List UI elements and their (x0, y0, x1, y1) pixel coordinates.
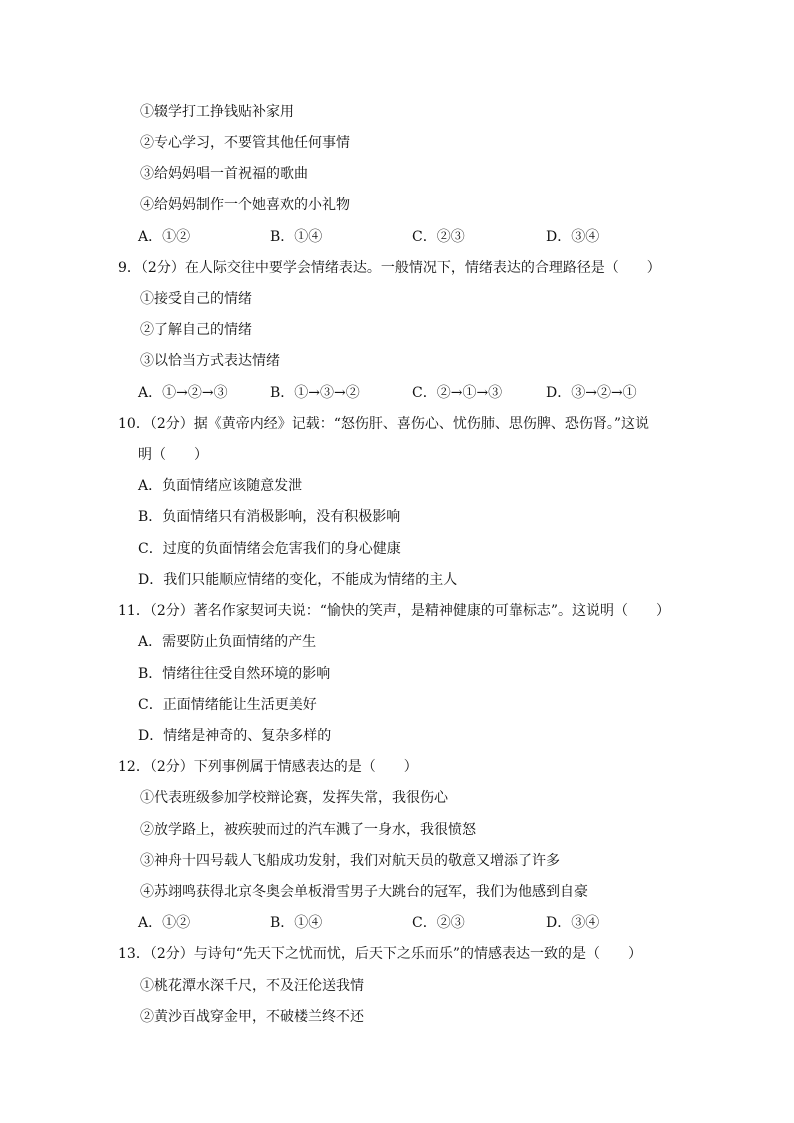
q8-option-b: B．①④ (270, 229, 323, 245)
q10-option-b: B．负面情绪只有消极影响，没有积极影响 (138, 509, 401, 525)
q12-stem: 12．（2分）下列事例属于情感表达的是（ ） (118, 759, 418, 775)
q9-option-d: D．③→②→① (546, 385, 637, 401)
q10-option-a: A．负面情绪应该随意发泄 (138, 478, 303, 494)
q12-item-2: ②放学路上，被疾驶而过的汽车溅了一身水，我很愤怒 (140, 822, 476, 838)
q8-item-4: ④给妈妈制作一个她喜欢的小礼物 (140, 197, 350, 213)
q13-item-1: ①桃花潭水深千尺，不及汪伦送我情 (140, 978, 364, 994)
q10-option-c: C．过度的负面情绪会危害我们的身心健康 (138, 541, 401, 557)
q11-option-b: B．情绪往往受自然环境的影响 (138, 666, 331, 682)
q8-option-a: A．①② (138, 229, 191, 245)
q9-option-b: B．①→③→② (270, 385, 360, 401)
q8-option-c: C．②③ (412, 229, 465, 245)
q9-item-3: ③以恰当方式表达情绪 (140, 353, 280, 369)
q9-item-2: ②了解自己的情绪 (140, 322, 252, 338)
q8-options (138, 227, 658, 247)
q12-option-c: C．②③ (412, 915, 465, 931)
q9-item-1: ①接受自己的情绪 (140, 291, 252, 307)
q11-option-d: D．情绪是神奇的、复杂多样的 (138, 728, 332, 744)
q13-stem: 13．（2分）与诗句“先天下之忧而忧，后天下之乐而乐”的情感表达一致的是（ ） (118, 946, 643, 962)
q8-item-1: ①辍学打工挣钱贴补家用 (140, 104, 294, 120)
q10-stem-line-2: 明（ ） (138, 447, 208, 463)
q8-item-2: ②专心学习，不要管其他任何事情 (140, 135, 350, 151)
q9-option-c: C．②→①→③ (412, 385, 503, 401)
q12-item-1: ①代表班级参加学校辩论赛，发挥失常，我很伤心 (140, 790, 448, 806)
q12-option-d: D．③④ (546, 915, 600, 931)
q11-option-a: A．需要防止负面情绪的产生 (138, 634, 317, 650)
q8-item-3: ③给妈妈唱一首祝福的歌曲 (140, 166, 308, 182)
q9-option-a: A．①→②→③ (138, 385, 228, 401)
q11-stem: 11．（2分）著名作家契诃夫说：“愉快的笑声，是精神健康的可靠标志”。这说明（ ） (118, 603, 671, 619)
q8-option-d: D．③④ (546, 229, 600, 245)
q9-options (138, 383, 658, 403)
q12-option-b: B．①④ (270, 915, 323, 931)
q10-stem-line-1: 10．（2分）据《黄帝内经》记载：“怒伤肝、喜伤心、忧伤肺、思伤脾、恐伤肾。”这说 (118, 416, 650, 432)
q12-option-a: A．①② (138, 915, 191, 931)
q9-stem: 9．（2分）在人际交往中要学会情绪表达。一般情况下，情绪表达的合理路径是（ ） (118, 260, 661, 276)
q10-option-d: D．我们只能顺应情绪的变化，不能成为情绪的主人 (138, 572, 458, 588)
q11-option-c: C．正面情绪能让生活更美好 (138, 697, 317, 713)
q13-item-2: ②黄沙百战穿金甲，不破楼兰终不还 (140, 1009, 364, 1025)
q12-options (138, 913, 658, 933)
q12-item-3: ③神舟十四号载人飞船成功发射，我们对航天员的敬意又增添了许多 (140, 853, 560, 869)
q12-item-4: ④苏翊鸣获得北京冬奥会单板滑雪男子大跳台的冠军，我们为他感到自豪 (140, 884, 588, 900)
